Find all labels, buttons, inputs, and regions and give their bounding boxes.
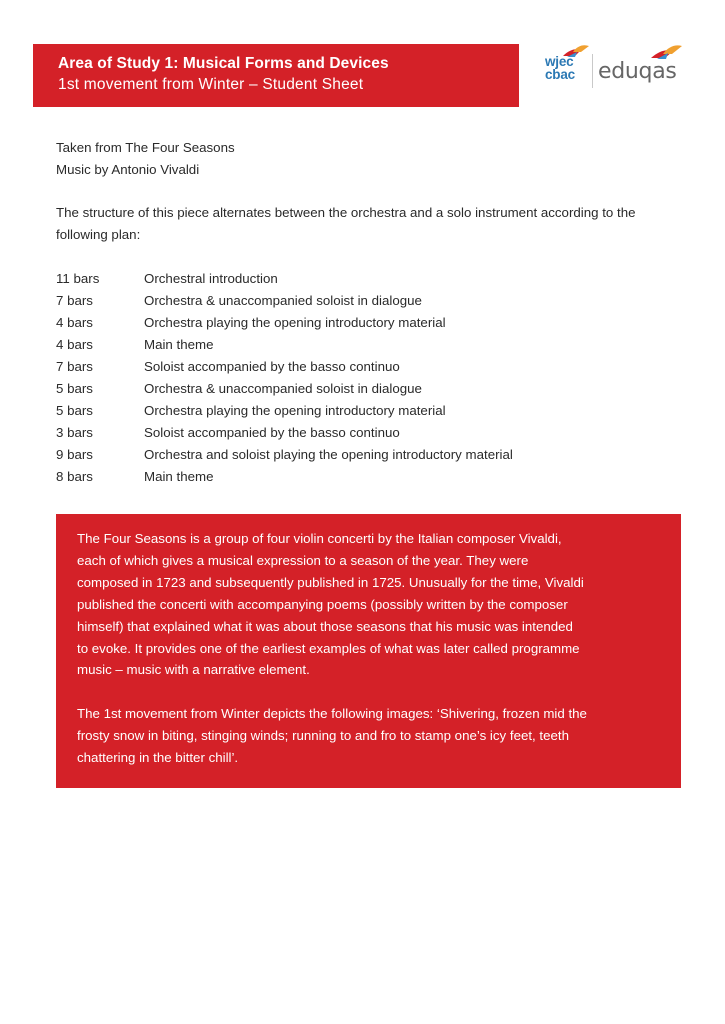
plan-row xyxy=(56,422,513,444)
info-paragraph: The Four Seasons is a group of four violin concerti by the Italian composer Vivaldi, each of which gives a musical expression to a season of the year. They were composed in 1723 and subsequently published in 1725. Unusually for the time, Vivaldi published the concerti with accompanying poems (possibly written by the composer himself) that explained what it was about those seasons that his music was intended to evoke. It provides one of the earliest examples of what was later called programme music – music with a narrative element. xyxy=(77,531,584,678)
plan-section: Orchestra playing the opening introductory material xyxy=(144,315,446,330)
info-box xyxy=(56,514,681,788)
plan-row xyxy=(56,268,513,290)
plan-bars: 3 bars xyxy=(56,425,93,440)
plan-section: Orchestra playing the opening introductory material xyxy=(144,403,446,418)
plan-row xyxy=(56,290,513,312)
info-paragraph: The 1st movement from Winter depicts the following images: ‘Shivering, frozen mid the frosty snow in biting, stinging winds; running to and fro to stamp one’s icy feet, teeth chattering in the bitter chill’. xyxy=(77,706,587,766)
header-subtitle: 1st movement from Winter – Student Sheet xyxy=(58,76,364,93)
plan-section: Soloist accompanied by the basso continuo xyxy=(144,359,400,374)
plan-row xyxy=(56,444,513,466)
plan-section: Main theme xyxy=(144,469,214,484)
structure-plan xyxy=(56,268,513,488)
plan-bars: 7 bars xyxy=(56,293,93,308)
plan-bars: 4 bars xyxy=(56,315,93,330)
logo-divider xyxy=(592,54,593,88)
composer-line: Music by Antonio Vivaldi xyxy=(56,161,200,177)
plan-section: Orchestra & unaccompanied soloist in dialogue xyxy=(144,293,422,308)
structure-intro: The structure of this piece alternates between the orchestra and a solo instrument according to the following plan: xyxy=(56,205,636,242)
plan-bars: 9 bars xyxy=(56,447,93,462)
plan-row xyxy=(56,400,513,422)
wjec-logo-text xyxy=(545,55,575,81)
plan-row xyxy=(56,312,513,334)
plan-section: Soloist accompanied by the basso continuo xyxy=(144,425,400,440)
plan-bars: 4 bars xyxy=(56,337,93,352)
plan-section: Orchestral introduction xyxy=(144,271,278,286)
eduqas-bird-icon xyxy=(649,42,683,60)
plan-row xyxy=(56,466,513,488)
plan-section: Orchestra & unaccompanied soloist in dialogue xyxy=(144,381,422,396)
plan-bars: 5 bars xyxy=(56,403,93,418)
plan-row xyxy=(56,334,513,356)
source-line: Taken from The Four Seasons xyxy=(56,140,235,155)
intro-block xyxy=(56,137,235,180)
wjec-word: wjec xyxy=(545,54,574,69)
plan-bars: 11 bars xyxy=(56,271,100,286)
plan-section: Main theme xyxy=(144,337,214,352)
logo-area xyxy=(545,42,685,92)
cbac-word: cbac xyxy=(545,67,575,82)
plan-row xyxy=(56,356,513,378)
plan-bars: 8 bars xyxy=(56,469,93,484)
plan-bars: 7 bars xyxy=(56,359,93,374)
plan-row xyxy=(56,378,513,400)
header-banner xyxy=(33,44,519,107)
plan-section: Orchestra and soloist playing the opening introductory material xyxy=(144,447,513,462)
eduqas-logo-text: eduqas xyxy=(598,59,677,84)
header-title: Area of Study 1: Musical Forms and Devices xyxy=(58,55,389,72)
plan-bars: 5 bars xyxy=(56,381,93,396)
